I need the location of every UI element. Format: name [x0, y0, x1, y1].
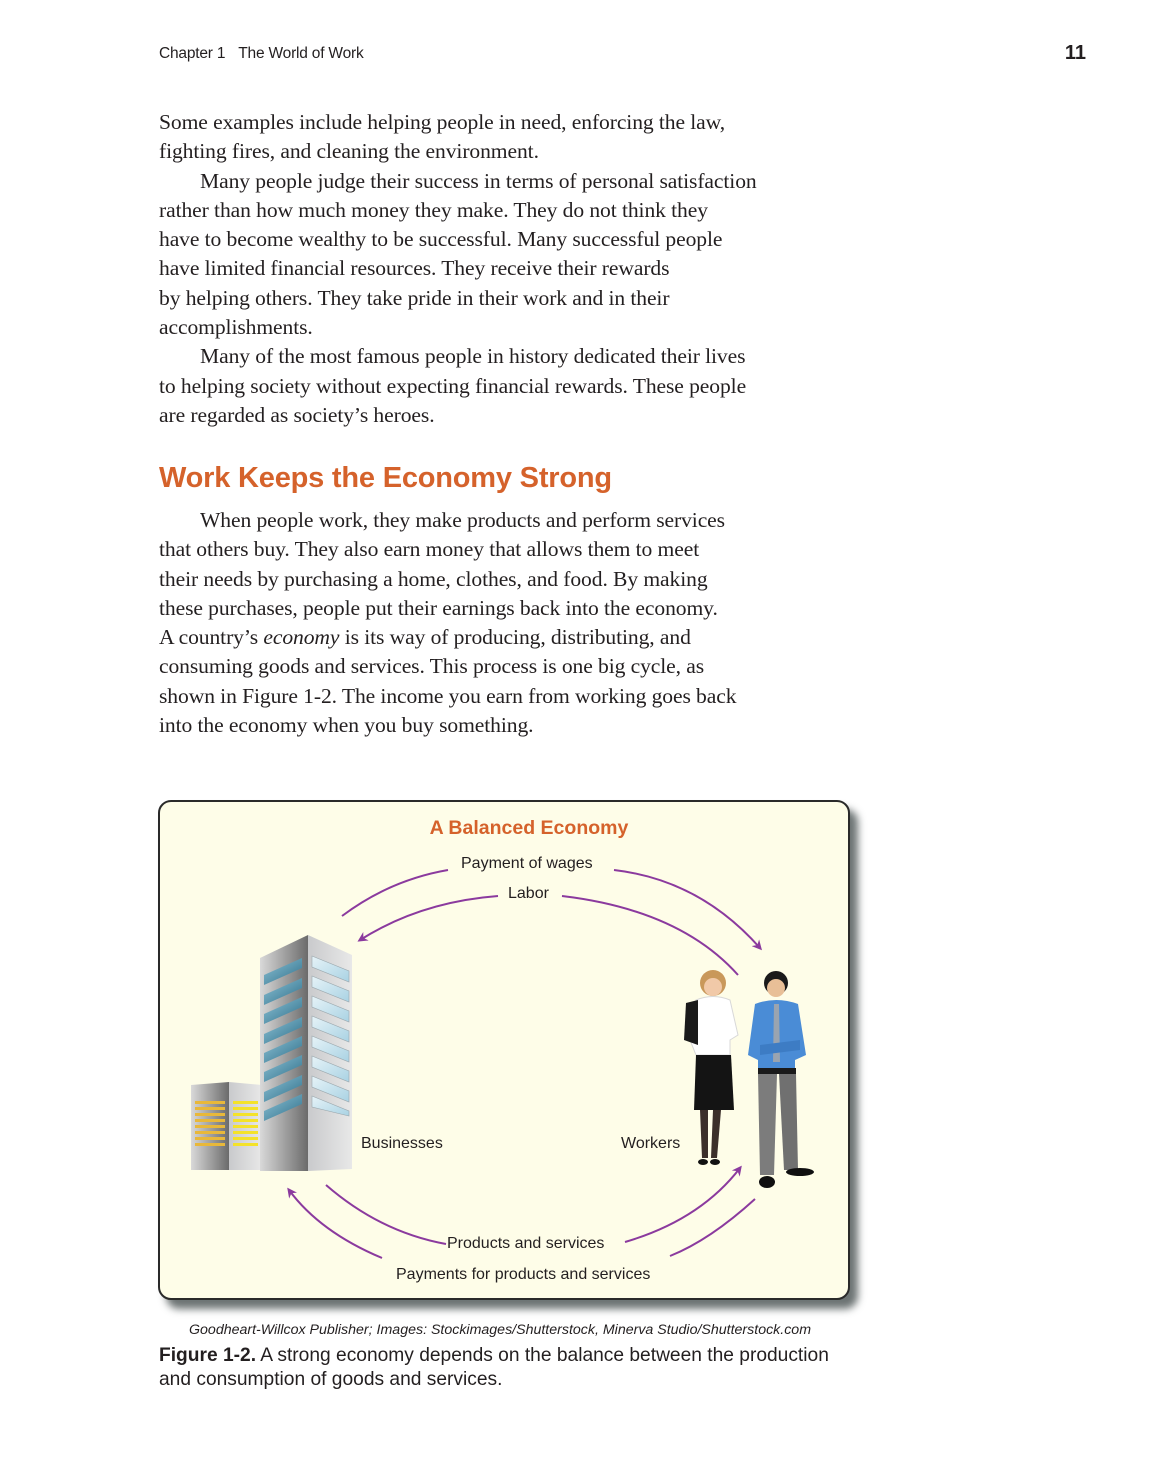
label-payments-for-products: Payments for products and services: [396, 1266, 651, 1283]
label-payment-of-wages: Payment of wages: [461, 855, 593, 872]
paragraph: When people work, they make products and perform services that others buy. They also earn money that allows them to meet their needs by purchasing a home, clothes, and food. By making these purchases, people put their earnings back into the economy. A country’s economy is its way of producing, distributing, and consuming goods and services. This process is one big cycle, as shown in Figure 1-2. The income you earn from working goes back into the economy when you buy something.: [159, 506, 859, 740]
section-heading: Work Keeps the Economy Strong: [159, 462, 612, 494]
chapter-title: The World of Work: [238, 45, 364, 62]
label-businesses: Businesses: [361, 1135, 443, 1152]
label-labor: Labor: [508, 885, 549, 902]
paragraph: Some examples include helping people in need, enforcing the law, fighting fires, and cleaning the environment.: [159, 110, 726, 164]
figure-title: A Balanced Economy: [429, 817, 629, 839]
paragraph: Many people judge their success in terms of personal satisfaction rather than how much money they make. They do not think they have to become wealthy to be successful. Many successful people have limited financial resources. They receive their rewards by helping others. They take pride in their work and in their accomplishments.: [159, 168, 757, 340]
workers-icon: [684, 970, 814, 1188]
page-number: 11: [1064, 42, 1086, 64]
arrow-products-and-services: [326, 1168, 740, 1244]
definition-line: A country’s economy is its way of producing, distributing, and: [159, 625, 691, 650]
arrow-payment-of-wages: [342, 870, 760, 948]
figure-caption-label: Figure 1-2.: [159, 1345, 257, 1366]
figure-caption-text: A strong economy depends on the balance between the production and consumption of goods and services.: [159, 1345, 829, 1390]
term-economy: economy: [263, 625, 340, 650]
label-workers: Workers: [621, 1135, 681, 1152]
paragraph: Many of the most famous people in history dedicated their lives to helping society without expecting financial rewards. These people are regarded as society’s heroes.: [159, 344, 747, 427]
chapter-number: Chapter 1: [159, 45, 226, 62]
figure-caption: [159, 1344, 859, 1392]
building-icon: [191, 935, 352, 1171]
arrow-labor: [360, 896, 738, 975]
image-credit: Goodheart-Willcox Publisher; Images: Stockimages/Shutterstock, Minerva Studio/Shutterstock.com: [189, 1322, 812, 1338]
label-products-and-services: Products and services: [447, 1235, 605, 1252]
